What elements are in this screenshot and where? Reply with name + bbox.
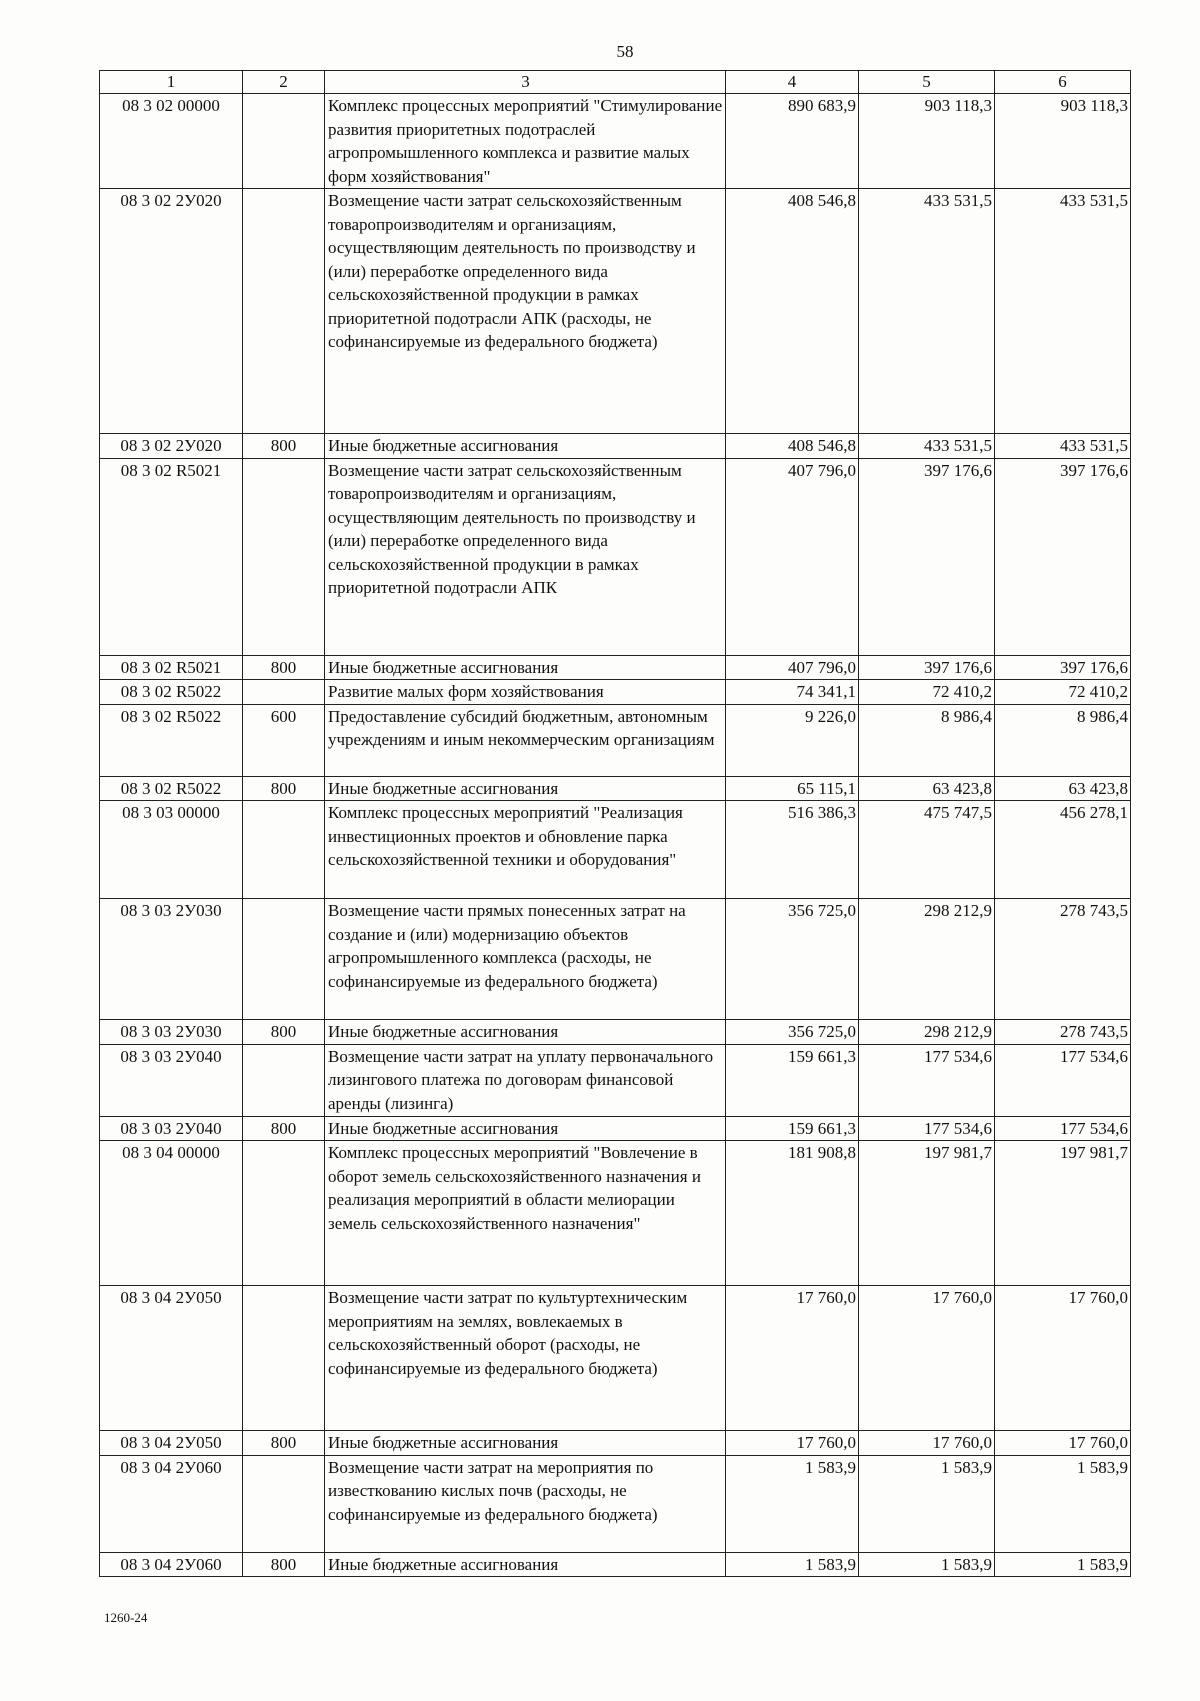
cell-name: Иные бюджетные ассигнования <box>325 776 726 801</box>
table-row <box>100 458 1131 655</box>
cell-value-2: 177 534,6 <box>859 1044 995 1116</box>
table-row <box>100 1020 1131 1045</box>
cell-value-3: 397 176,6 <box>995 655 1131 680</box>
table-row <box>100 1552 1131 1577</box>
cell-value-3: 433 531,5 <box>995 434 1131 459</box>
cell-value-1: 9 226,0 <box>726 704 859 776</box>
cell-value-2: 197 981,7 <box>859 1141 995 1286</box>
cell-value-3: 17 760,0 <box>995 1286 1131 1431</box>
table-row <box>100 1116 1131 1141</box>
cell-name: Комплекс процессных мероприятий "Реализация инвестиционных проектов и обновление парка сельскохозяйственной техники и оборудования" <box>325 801 726 899</box>
cell-value-3: 456 278,1 <box>995 801 1131 899</box>
cell-value-1: 356 725,0 <box>726 899 859 1020</box>
cell-expense-type: 800 <box>243 1020 325 1045</box>
cell-value-2: 17 760,0 <box>859 1286 995 1431</box>
cell-value-3: 278 743,5 <box>995 1020 1131 1045</box>
column-header-1: 1 <box>100 71 243 94</box>
cell-value-1: 1 583,9 <box>726 1552 859 1577</box>
cell-value-3: 17 760,0 <box>995 1431 1131 1456</box>
cell-code: 08 3 04 2У050 <box>100 1286 243 1431</box>
cell-expense-type: 800 <box>243 1552 325 1577</box>
cell-value-3: 1 583,9 <box>995 1455 1131 1552</box>
cell-name: Возмещение части затрат по культуртехническим мероприятиям на землях, вовлекаемых в сельскохозяйственный оборот (расходы, не софинансируемые из федерального бюджета) <box>325 1286 726 1431</box>
table-row <box>100 1286 1131 1431</box>
cell-name: Иные бюджетные ассигнования <box>325 1431 726 1456</box>
cell-value-2: 397 176,6 <box>859 655 995 680</box>
cell-expense-type <box>243 899 325 1020</box>
cell-name: Комплекс процессных мероприятий "Стимулирование развития приоритетных подотраслей агропромышленного комплекса и развитие малых форм хозяйствования" <box>325 94 726 189</box>
cell-value-2: 433 531,5 <box>859 434 995 459</box>
table-row <box>100 94 1131 189</box>
cell-name: Возмещение части затрат на уплату первоначального лизингового платежа по договорам финансовой аренды (лизинга) <box>325 1044 726 1116</box>
page-number: 58 <box>616 42 634 61</box>
cell-name: Возмещение части затрат сельскохозяйственным товаропроизводителям и организациям, осуществляющим деятельность по производству и (или) переработке определенного вида сельскохозяйственной продукции в рамках приоритетной подотрасли АПК (расходы, не софинансируемые из федерального бюджета) <box>325 189 726 434</box>
cell-value-2: 433 531,5 <box>859 189 995 434</box>
cell-name: Возмещение части прямых понесенных затрат на создание и (или) модернизацию объектов агропромышленного комплекса (расходы, не софинансируемые из федерального бюджета) <box>325 899 726 1020</box>
cell-value-1: 74 341,1 <box>726 680 859 705</box>
table-row <box>100 1455 1131 1552</box>
cell-value-1: 407 796,0 <box>726 458 859 655</box>
table-row <box>100 704 1131 776</box>
cell-code: 08 3 02 R5021 <box>100 655 243 680</box>
cell-value-3: 1 583,9 <box>995 1552 1131 1577</box>
cell-code: 08 3 02 2У020 <box>100 434 243 459</box>
cell-value-2: 17 760,0 <box>859 1431 995 1456</box>
column-header-4: 4 <box>726 71 859 94</box>
cell-expense-type: 800 <box>243 1116 325 1141</box>
cell-name: Комплекс процессных мероприятий "Вовлечение в оборот земель сельскохозяйственного назначения и реализация мероприятий в области мелиорации земель сельскохозяйственного назначения" <box>325 1141 726 1286</box>
column-header-3: 3 <box>325 71 726 94</box>
cell-code: 08 3 02 00000 <box>100 94 243 189</box>
cell-code: 08 3 03 2У030 <box>100 1020 243 1045</box>
budget-table <box>99 70 1131 1577</box>
cell-expense-type <box>243 801 325 899</box>
cell-expense-type <box>243 680 325 705</box>
cell-value-1: 1 583,9 <box>726 1455 859 1552</box>
cell-value-3: 278 743,5 <box>995 899 1131 1020</box>
cell-value-2: 8 986,4 <box>859 704 995 776</box>
table-row <box>100 1044 1131 1116</box>
cell-value-2: 1 583,9 <box>859 1552 995 1577</box>
cell-value-1: 407 796,0 <box>726 655 859 680</box>
cell-expense-type <box>243 458 325 655</box>
cell-value-1: 17 760,0 <box>726 1431 859 1456</box>
cell-code: 08 3 02 R5022 <box>100 704 243 776</box>
cell-expense-type <box>243 1286 325 1431</box>
cell-value-2: 72 410,2 <box>859 680 995 705</box>
table-row <box>100 801 1131 899</box>
cell-value-2: 903 118,3 <box>859 94 995 189</box>
cell-expense-type <box>243 1141 325 1286</box>
cell-value-3: 177 534,6 <box>995 1116 1131 1141</box>
cell-code: 08 3 02 2У020 <box>100 189 243 434</box>
cell-expense-type: 800 <box>243 776 325 801</box>
column-header-6: 6 <box>995 71 1131 94</box>
cell-value-2: 298 212,9 <box>859 1020 995 1045</box>
table-row <box>100 1431 1131 1456</box>
table-row <box>100 776 1131 801</box>
cell-code: 08 3 04 00000 <box>100 1141 243 1286</box>
cell-value-3: 397 176,6 <box>995 458 1131 655</box>
cell-code: 08 3 04 2У060 <box>100 1552 243 1577</box>
cell-name: Иные бюджетные ассигнования <box>325 434 726 459</box>
cell-name: Иные бюджетные ассигнования <box>325 1552 726 1577</box>
cell-code: 08 3 03 2У040 <box>100 1116 243 1141</box>
table-row <box>100 899 1131 1020</box>
cell-name: Иные бюджетные ассигнования <box>325 1020 726 1045</box>
cell-value-1: 65 115,1 <box>726 776 859 801</box>
cell-code: 08 3 02 R5022 <box>100 680 243 705</box>
table-row <box>100 434 1131 459</box>
cell-name: Предоставление субсидий бюджетным, автономным учреждениям и иным некоммерческим организациям <box>325 704 726 776</box>
cell-code: 08 3 02 R5021 <box>100 458 243 655</box>
cell-value-1: 890 683,9 <box>726 94 859 189</box>
cell-value-1: 408 546,8 <box>726 434 859 459</box>
cell-code: 08 3 03 00000 <box>100 801 243 899</box>
cell-value-1: 159 661,3 <box>726 1044 859 1116</box>
cell-value-1: 356 725,0 <box>726 1020 859 1045</box>
cell-code: 08 3 03 2У040 <box>100 1044 243 1116</box>
cell-code: 08 3 02 R5022 <box>100 776 243 801</box>
cell-expense-type: 800 <box>243 655 325 680</box>
cell-value-3: 8 986,4 <box>995 704 1131 776</box>
cell-name: Возмещение части затрат на мероприятия по известкованию кислых почв (расходы, не софинансируемые из федерального бюджета) <box>325 1455 726 1552</box>
cell-value-2: 177 534,6 <box>859 1116 995 1141</box>
cell-value-2: 63 423,8 <box>859 776 995 801</box>
cell-expense-type <box>243 1044 325 1116</box>
cell-code: 08 3 04 2У060 <box>100 1455 243 1552</box>
table-row <box>100 655 1131 680</box>
cell-name: Возмещение части затрат сельскохозяйственным товаропроизводителям и организациям, осуществляющим деятельность по производству и (или) переработке определенного вида сельскохозяйственной продукции в рамках приоритетной подотрасли АПК <box>325 458 726 655</box>
cell-value-3: 63 423,8 <box>995 776 1131 801</box>
document-code: 1260-24 <box>104 1610 148 1625</box>
table-row <box>100 1141 1131 1286</box>
cell-value-1: 181 908,8 <box>726 1141 859 1286</box>
cell-expense-type: 800 <box>243 434 325 459</box>
cell-value-3: 177 534,6 <box>995 1044 1131 1116</box>
cell-name: Развитие малых форм хозяйствования <box>325 680 726 705</box>
cell-expense-type: 600 <box>243 704 325 776</box>
cell-name: Иные бюджетные ассигнования <box>325 655 726 680</box>
cell-code: 08 3 03 2У030 <box>100 899 243 1020</box>
column-header-2: 2 <box>243 71 325 94</box>
cell-expense-type <box>243 94 325 189</box>
cell-expense-type <box>243 1455 325 1552</box>
cell-value-2: 298 212,9 <box>859 899 995 1020</box>
cell-value-3: 903 118,3 <box>995 94 1131 189</box>
cell-value-2: 475 747,5 <box>859 801 995 899</box>
table-row <box>100 189 1131 434</box>
cell-value-2: 1 583,9 <box>859 1455 995 1552</box>
cell-expense-type: 800 <box>243 1431 325 1456</box>
cell-value-3: 72 410,2 <box>995 680 1131 705</box>
cell-value-3: 433 531,5 <box>995 189 1131 434</box>
cell-name: Иные бюджетные ассигнования <box>325 1116 726 1141</box>
cell-value-1: 408 546,8 <box>726 189 859 434</box>
cell-expense-type <box>243 189 325 434</box>
cell-code: 08 3 04 2У050 <box>100 1431 243 1456</box>
cell-value-1: 516 386,3 <box>726 801 859 899</box>
column-header-5: 5 <box>859 71 995 94</box>
table-row <box>100 680 1131 705</box>
cell-value-2: 397 176,6 <box>859 458 995 655</box>
cell-value-1: 159 661,3 <box>726 1116 859 1141</box>
table-header-row <box>100 71 1131 94</box>
cell-value-3: 197 981,7 <box>995 1141 1131 1286</box>
cell-value-1: 17 760,0 <box>726 1286 859 1431</box>
